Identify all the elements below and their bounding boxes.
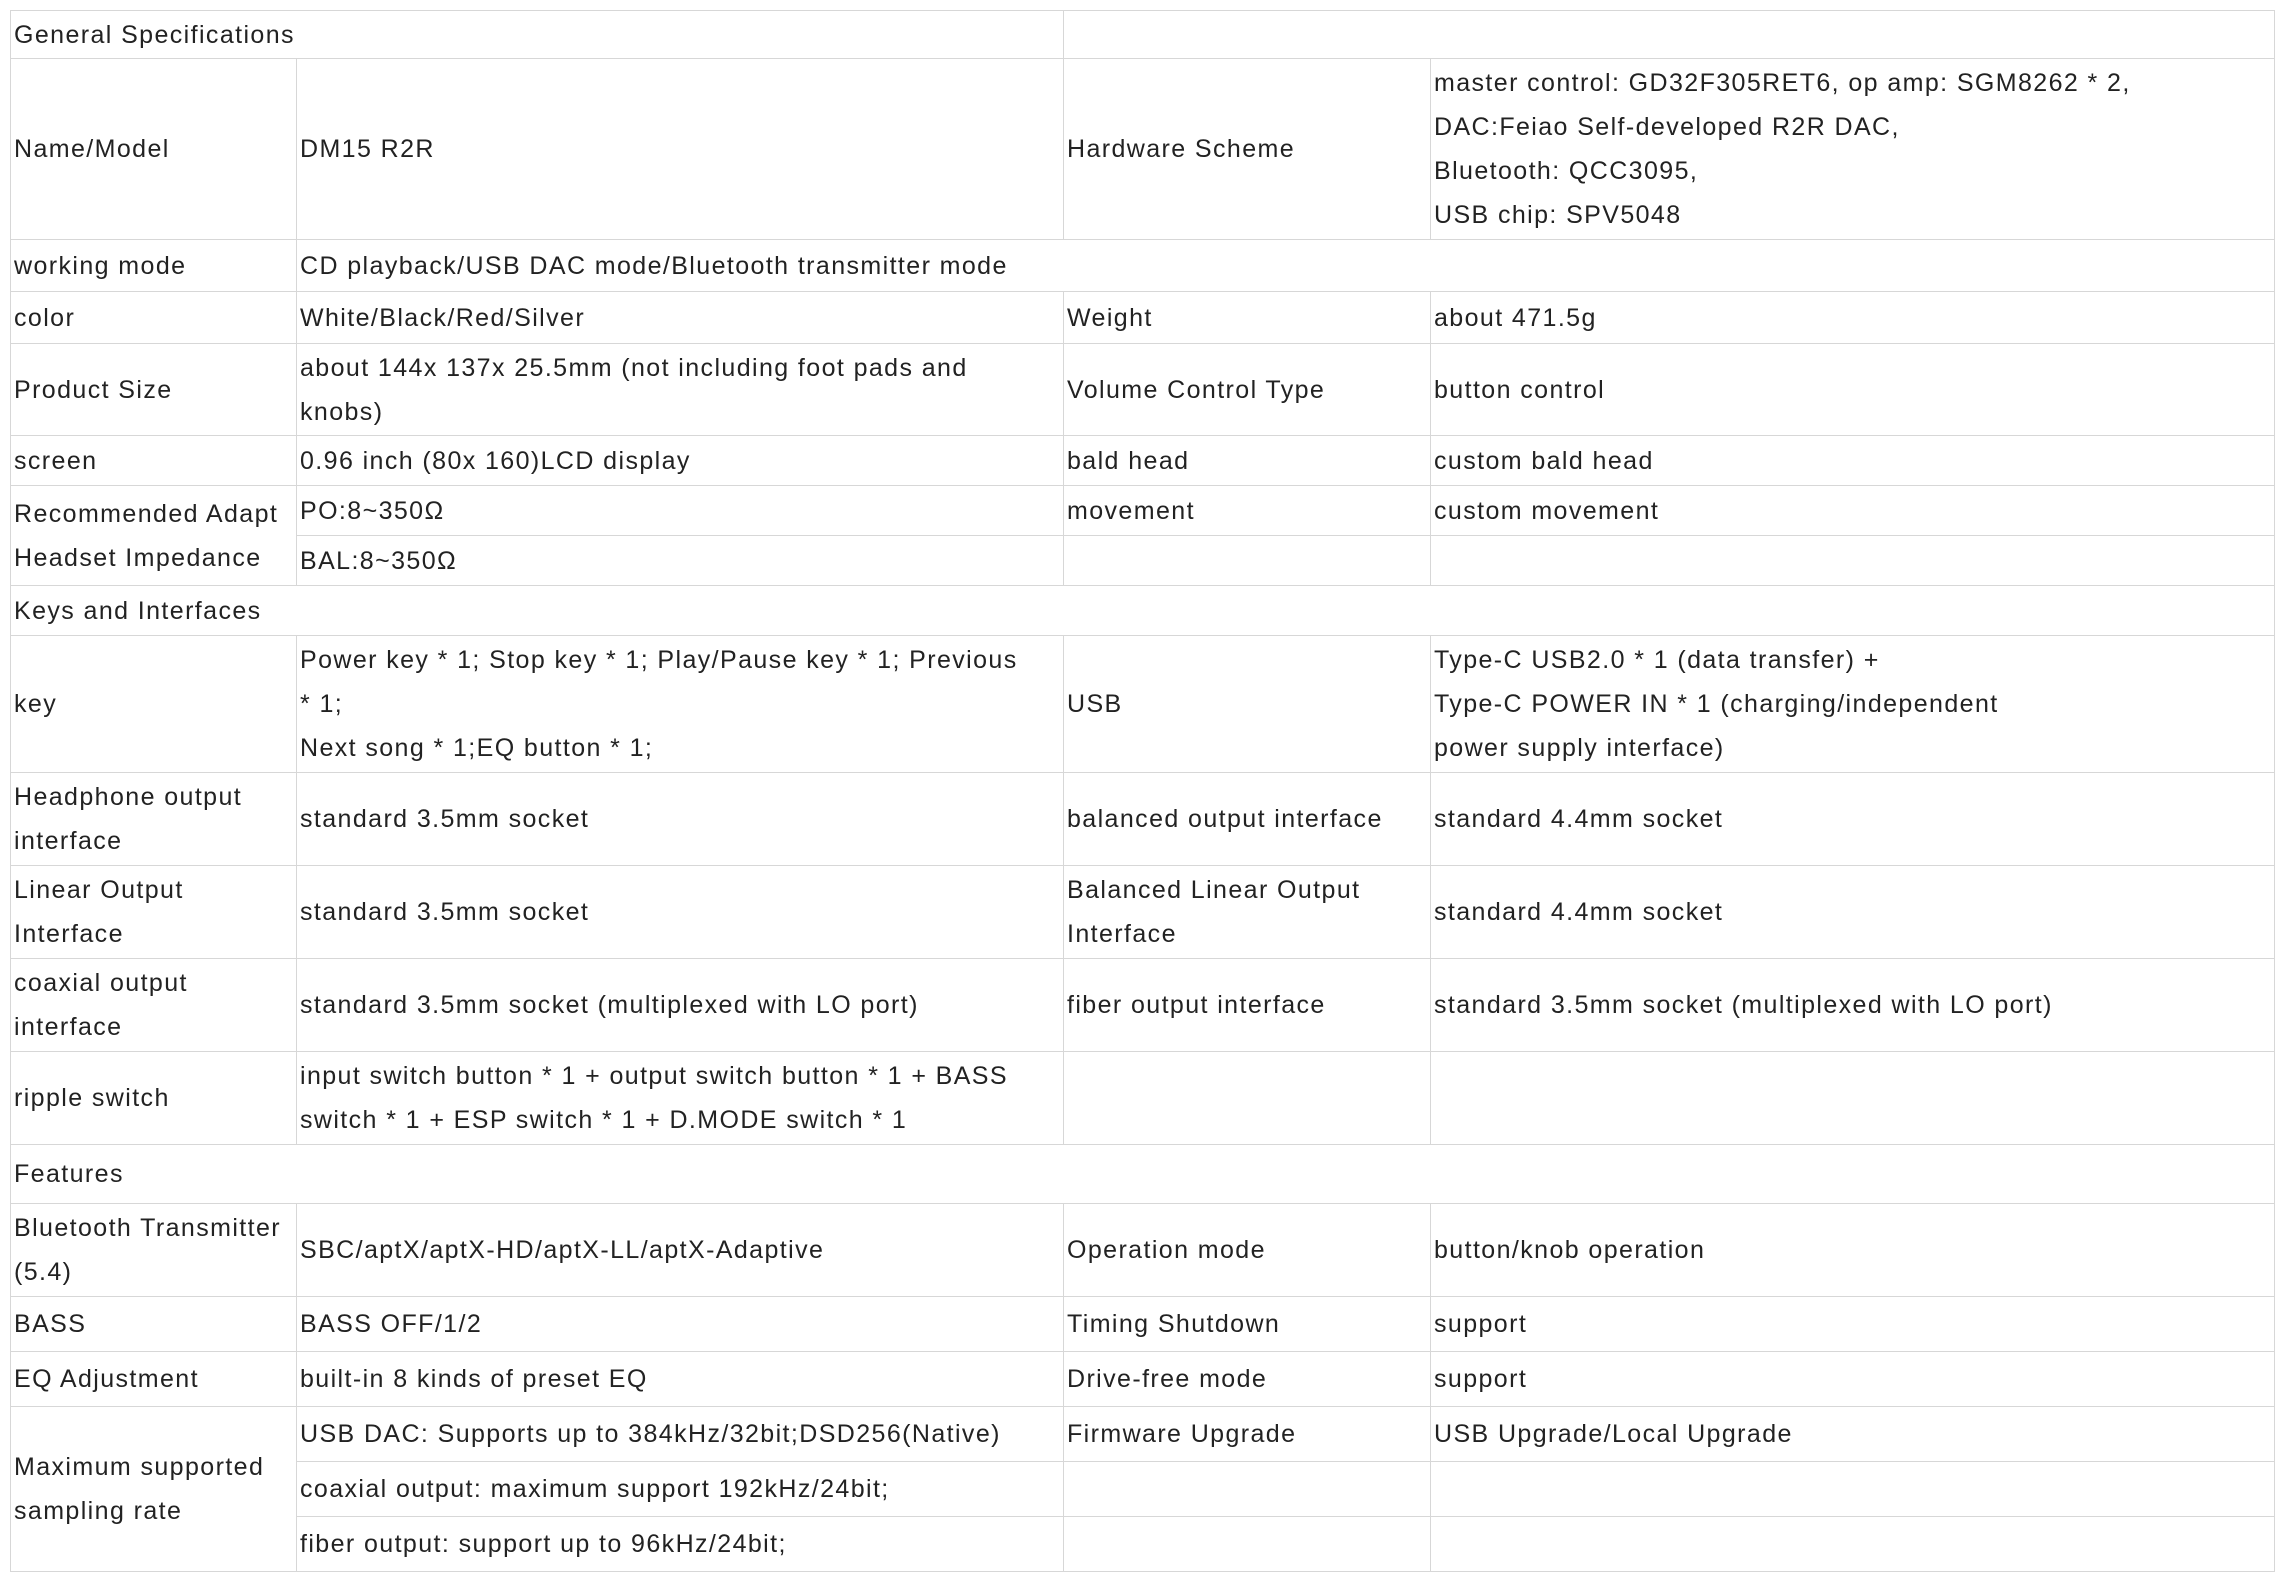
hardware-label: Hardware Scheme bbox=[1064, 59, 1431, 240]
key-label: key bbox=[11, 636, 297, 773]
table-row bbox=[11, 1462, 2275, 1517]
sampling-usb-value: USB DAC: Supports up to 384kHz/32bit;DSD256(Native) bbox=[297, 1407, 1064, 1462]
linear-output-label-line: Linear Output bbox=[14, 876, 184, 904]
sampling-rate-label bbox=[11, 1407, 297, 1572]
balanced-linear-label-line: Interface bbox=[1067, 920, 1177, 948]
volume-label: Volume Control Type bbox=[1064, 344, 1431, 436]
screen-label: screen bbox=[11, 436, 297, 486]
linear-output-label bbox=[11, 866, 297, 959]
hardware-line: master control: GD32F305RET6, op amp: SGM8262 * 2, bbox=[1434, 69, 2131, 97]
table-row bbox=[11, 773, 2275, 866]
fiber-output-label: fiber output interface bbox=[1064, 959, 1431, 1052]
ripple-switch-line: switch * 1 + ESP switch * 1 + D.MODE switch * 1 bbox=[300, 1106, 908, 1134]
movement-value: custom movement bbox=[1431, 486, 2275, 536]
impedance-label-line: Recommended Adapt bbox=[14, 499, 279, 528]
ripple-switch-line: input switch button * 1 + output switch button * 1 + BASS bbox=[300, 1062, 1008, 1090]
color-label: color bbox=[11, 292, 297, 344]
product-size-line: knobs) bbox=[300, 397, 384, 426]
empty-cell bbox=[1431, 1517, 2275, 1572]
empty-cell bbox=[1431, 1052, 2275, 1145]
timing-shutdown-label: Timing Shutdown bbox=[1064, 1297, 1431, 1352]
headphone-output-label-line: interface bbox=[14, 827, 123, 855]
table-row bbox=[11, 1407, 2275, 1462]
section-title-keys: Keys and Interfaces bbox=[11, 586, 2275, 636]
ripple-switch-value bbox=[297, 1052, 1064, 1145]
table-row bbox=[11, 59, 2275, 240]
hardware-value bbox=[1431, 59, 2275, 240]
empty-cell bbox=[1064, 1462, 1431, 1517]
key-line: * 1; bbox=[300, 690, 344, 718]
table-row bbox=[11, 959, 2275, 1052]
balanced-linear-label-line: Balanced Linear Output bbox=[1067, 876, 1361, 904]
table-row bbox=[11, 1517, 2275, 1572]
bald-head-value: custom bald head bbox=[1431, 436, 2275, 486]
balanced-linear-output-label bbox=[1064, 866, 1431, 959]
table-row bbox=[11, 344, 2275, 436]
table-row bbox=[11, 636, 2275, 773]
bass-value: BASS OFF/1/2 bbox=[297, 1297, 1064, 1352]
name-value: DM15 R2R bbox=[297, 59, 1064, 240]
key-value bbox=[297, 636, 1064, 773]
color-value: White/Black/Red/Silver bbox=[297, 292, 1064, 344]
bluetooth-transmitter-value: SBC/aptX/aptX-HD/aptX-LL/aptX-Adaptive bbox=[297, 1204, 1064, 1297]
weight-value: about 471.5g bbox=[1431, 292, 2275, 344]
table-row bbox=[11, 1352, 2275, 1407]
coaxial-output-value: standard 3.5mm socket (multiplexed with LO port) bbox=[297, 959, 1064, 1052]
key-line: Next song * 1;EQ button * 1; bbox=[300, 734, 654, 762]
table-row bbox=[11, 536, 2275, 586]
ripple-switch-label: ripple switch bbox=[11, 1052, 297, 1145]
table-row bbox=[11, 240, 2275, 292]
name-label: Name/Model bbox=[11, 59, 297, 240]
firmware-upgrade-value: USB Upgrade/Local Upgrade bbox=[1431, 1407, 2275, 1462]
working-mode-label: working mode bbox=[11, 240, 297, 292]
key-line: Power key * 1; Stop key * 1; Play/Pause key * 1; Previous bbox=[300, 646, 1018, 674]
sampling-label-line: Maximum supported bbox=[14, 1453, 265, 1481]
firmware-upgrade-label: Firmware Upgrade bbox=[1064, 1407, 1431, 1462]
bluetooth-label-line: (5.4) bbox=[14, 1258, 73, 1286]
movement-label: movement bbox=[1064, 486, 1431, 536]
product-size-line: about 144x 137x 25.5mm (not including foot pads and bbox=[300, 353, 968, 382]
balanced-linear-output-value: standard 4.4mm socket bbox=[1431, 866, 2275, 959]
screen-value: 0.96 inch (80x 160)LCD display bbox=[297, 436, 1064, 486]
bluetooth-label-line: Bluetooth Transmitter bbox=[14, 1214, 282, 1242]
coaxial-output-label-line: coaxial output bbox=[14, 969, 188, 997]
table-row bbox=[11, 436, 2275, 486]
drive-free-label: Drive-free mode bbox=[1064, 1352, 1431, 1407]
table-row bbox=[11, 866, 2275, 959]
headphone-output-value: standard 3.5mm socket bbox=[297, 773, 1064, 866]
operation-mode-value: button/knob operation bbox=[1431, 1204, 2275, 1297]
eq-adjustment-label: EQ Adjustment bbox=[11, 1352, 297, 1407]
timing-shutdown-value: support bbox=[1431, 1297, 2275, 1352]
usb-value bbox=[1431, 636, 2275, 773]
balanced-output-label: balanced output interface bbox=[1064, 773, 1431, 866]
balanced-output-value: standard 4.4mm socket bbox=[1431, 773, 2275, 866]
working-mode-value: CD playback/USB DAC mode/Bluetooth transmitter mode bbox=[297, 240, 2275, 292]
coaxial-output-label-line: interface bbox=[14, 1013, 123, 1041]
impedance-label-line: Headset Impedance bbox=[14, 543, 262, 572]
fiber-output-value: standard 3.5mm socket (multiplexed with LO port) bbox=[1431, 959, 2275, 1052]
table-row bbox=[11, 486, 2275, 536]
empty-cell bbox=[1064, 1052, 1431, 1145]
section-title-general: General Specifications bbox=[11, 11, 1064, 59]
drive-free-value: support bbox=[1431, 1352, 2275, 1407]
empty-cell bbox=[1064, 536, 1431, 586]
volume-value: button control bbox=[1431, 344, 2275, 436]
hardware-line: Bluetooth: QCC3095, bbox=[1434, 157, 1699, 185]
usb-label: USB bbox=[1064, 636, 1431, 773]
bass-label: BASS bbox=[11, 1297, 297, 1352]
hardware-line: DAC:Feiao Self-developed R2R DAC, bbox=[1434, 113, 1900, 141]
bal-impedance-value: BAL:8~350Ω bbox=[297, 536, 1064, 586]
operation-mode-label: Operation mode bbox=[1064, 1204, 1431, 1297]
section-filler bbox=[1064, 11, 2275, 59]
headphone-output-label bbox=[11, 773, 297, 866]
hardware-line: USB chip: SPV5048 bbox=[1434, 201, 1682, 229]
spec-table bbox=[10, 10, 2275, 1572]
table-row bbox=[11, 1204, 2275, 1297]
product-size-value bbox=[297, 344, 1064, 436]
table-row bbox=[11, 1052, 2275, 1145]
table-row bbox=[11, 292, 2275, 344]
bald-head-label: bald head bbox=[1064, 436, 1431, 486]
headphone-output-label-line: Headphone output bbox=[14, 783, 243, 811]
usb-line: Type-C USB2.0 * 1 (data transfer) + bbox=[1434, 646, 1880, 674]
product-size-label: Product Size bbox=[11, 344, 297, 436]
eq-adjustment-value: built-in 8 kinds of preset EQ bbox=[297, 1352, 1064, 1407]
section-row-keys bbox=[11, 586, 2275, 636]
sampling-label-line: sampling rate bbox=[14, 1497, 183, 1525]
section-row-general bbox=[11, 11, 2275, 59]
impedance-label bbox=[11, 486, 297, 586]
empty-cell bbox=[1431, 536, 2275, 586]
sampling-coaxial-value: coaxial output: maximum support 192kHz/24bit; bbox=[297, 1462, 1064, 1517]
coaxial-output-label bbox=[11, 959, 297, 1052]
bluetooth-transmitter-label bbox=[11, 1204, 297, 1297]
section-row-features bbox=[11, 1145, 2275, 1204]
po-impedance-value: PO:8~350Ω bbox=[297, 486, 1064, 536]
section-title-features: Features bbox=[11, 1145, 2275, 1204]
usb-line: power supply interface) bbox=[1434, 734, 1725, 762]
weight-label: Weight bbox=[1064, 292, 1431, 344]
usb-line: Type-C POWER IN * 1 (charging/independent bbox=[1434, 690, 1999, 718]
linear-output-value: standard 3.5mm socket bbox=[297, 866, 1064, 959]
linear-output-label-line: Interface bbox=[14, 920, 124, 948]
sampling-fiber-value: fiber output: support up to 96kHz/24bit; bbox=[297, 1517, 1064, 1572]
table-row bbox=[11, 1297, 2275, 1352]
empty-cell bbox=[1431, 1462, 2275, 1517]
empty-cell bbox=[1064, 1517, 1431, 1572]
spec-page bbox=[10, 10, 2274, 1572]
